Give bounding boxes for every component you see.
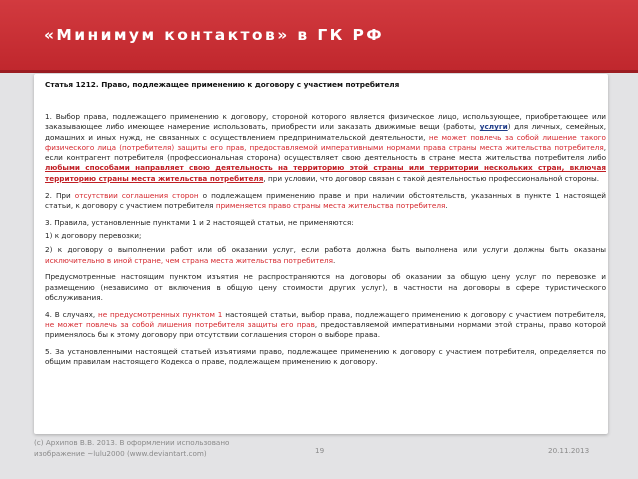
page-number: 19 [315, 446, 325, 455]
p1-highlight-1: не может повлечь за собой лишение такого физического лица (потребителя) защиты его прав, предоставляемой императивными нормами права страны места жительства потребителя [45, 132, 606, 152]
footer-credit-line-1: (с) Архипов В.В. 2013. В оформлении использовано [34, 438, 230, 447]
paragraph-2 [45, 191, 606, 212]
footer-credit [34, 437, 264, 459]
p4-text-3: , предоставляемой императивными нормами этой страны, право которой применялось бы к этому договору при отсутствии соглашения сторон о выборе права. [45, 320, 606, 340]
article-body [45, 112, 606, 374]
p3-2-text-1: 2) к договору о выполнении работ или об оказании услуг, если работа должна быть выполнена или услуги должны быть оказаны [45, 245, 606, 255]
article-heading: Статья 1212. Право, подлежащее применению к договору с участием потребителя [45, 80, 400, 89]
p1-text-1: 1. Выбор права, подлежащего применению к договору, стороной которого является физическое лицо, использующее, приобретающее или заказывающее либо имеющее намерение использовать, приобрести или заказать движимые вещи (работы, [45, 112, 606, 132]
paragraph-3-exception: Предусмотренные настоящим пунктом изъятия не распространяются на договоры об оказании за общую цену услуг по перевозке и размещению (независимо от включения в общую цену стоимости других услуг), в частности на договоры в сфере туристического обслуживания. [45, 272, 606, 302]
p1-text-4: , при условии, что договор связан с такой деятельностью профессиональной стороны. [263, 173, 600, 183]
p2-text-3: . [445, 200, 448, 210]
p1-text-3: , если контрагент потребителя (профессиональная сторона) осуществляет свою деятельность в стране места жительства потребителя либо [45, 142, 606, 163]
p1-text-2: ) для личных, семейных, домашних и иных нужд, не связанных с осуществлением предпринимательской деятельности, [45, 122, 606, 142]
p2-text-1: 2. При [45, 190, 75, 200]
paragraph-4 [45, 310, 606, 341]
p4-text-1: 4. В случаях, [45, 309, 99, 319]
p2-highlight-1: отсутствии соглашения сторон [74, 190, 199, 200]
p3-2-highlight: исключительно в иной стране, чем страна места жительства потребителя [45, 255, 333, 265]
p1-highlight-2: любыми способами направляет свою деятельность на территорию этой страны или территории нескольких стран, включая территорию страны места жительства потребителя [45, 163, 606, 183]
paragraph-5: 5. За установленными настоящей статьей изъятиями право, подлежащее применению к договору с участием потребителя, определяется по общим правилам настоящего Кодекса о праве, подлежащем применению к договору. [45, 347, 606, 367]
p4-text-2: настоящей статьи, выбор права, подлежащего применению к договору с участием потребителя, [222, 309, 606, 319]
paragraph-3-item-2 [45, 245, 606, 266]
p2-highlight-2: применяется право страны места жительства потребителя [215, 200, 446, 210]
paragraph-3: 3. Правила, установленные пунктами 1 и 2 настоящей статьи, не применяются: [45, 217, 354, 227]
p2-text-2: о подлежащем применению праве и при наличии обстоятельств, указанных в пункте 1 настоящей статьи, к договору с участием потребителя [45, 190, 606, 210]
p1-services-link: услуги [479, 122, 508, 132]
footer-credit-line-2: изображение ~lulu2000 (www.deviantart.com) [34, 449, 207, 458]
paragraph-1 [45, 112, 606, 184]
footer-date: 20.11.2013 [548, 446, 590, 455]
p4-highlight-2: не может повлечь за собой лишения потребителя защиты его прав [45, 320, 315, 330]
header-stripe [0, 70, 638, 73]
paragraph-3-item-1: 1) к договору перевозки; [45, 231, 142, 241]
p4-highlight-1: не предусмотренных пунктом 1 [98, 309, 223, 319]
p3-2-text-2: . [332, 255, 336, 265]
slide-title: «Минимум контактов» в ГК РФ [44, 26, 385, 44]
